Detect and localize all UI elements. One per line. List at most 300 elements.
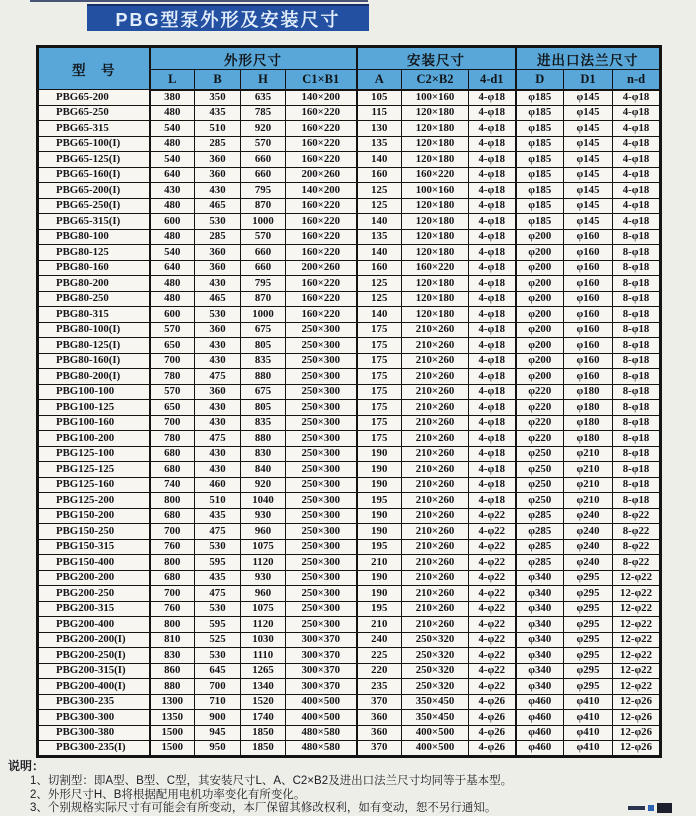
value-cell: 960 xyxy=(241,524,286,540)
value-cell: φ210 xyxy=(564,477,613,493)
value-cell: 460 xyxy=(195,477,241,493)
value-cell: 465 xyxy=(195,291,241,307)
value-cell: 4-φ18 xyxy=(613,167,661,183)
value-cell: 1850 xyxy=(241,725,286,741)
value-cell: 645 xyxy=(195,663,241,679)
value-cell: 480 xyxy=(150,229,195,245)
value-cell: 190 xyxy=(357,586,402,602)
value-cell: φ160 xyxy=(564,322,613,338)
value-cell: 4-φ18 xyxy=(613,105,661,121)
value-cell: 4-φ18 xyxy=(613,121,661,137)
table-row xyxy=(38,524,661,540)
value-cell: 4-φ22 xyxy=(469,648,516,664)
model-cell: PBG80-160 xyxy=(38,260,150,276)
value-cell: 160×220 xyxy=(286,136,357,152)
value-cell: 12-φ22 xyxy=(613,632,661,648)
value-cell: 8-φ18 xyxy=(613,415,661,431)
value-cell: 8-φ18 xyxy=(613,307,661,323)
value-cell: 430 xyxy=(195,446,241,462)
value-cell: 540 xyxy=(150,121,195,137)
value-cell: φ295 xyxy=(564,601,613,617)
value-cell: 105 xyxy=(357,90,402,106)
value-cell: φ200 xyxy=(516,260,564,276)
value-cell: 640 xyxy=(150,167,195,183)
value-cell: 475 xyxy=(195,431,241,447)
value-cell: 435 xyxy=(195,508,241,524)
value-cell: 120×180 xyxy=(402,229,469,245)
value-cell: φ240 xyxy=(564,539,613,555)
value-cell: 4-φ18 xyxy=(469,245,516,261)
value-cell: φ250 xyxy=(516,462,564,478)
value-cell: φ295 xyxy=(564,632,613,648)
value-cell: 250×300 xyxy=(286,400,357,416)
value-cell: 8-φ22 xyxy=(613,508,661,524)
table-row xyxy=(38,384,661,400)
model-cell: PBG100-100 xyxy=(38,384,150,400)
model-cell: PBG80-200(I) xyxy=(38,369,150,385)
value-cell: 250×300 xyxy=(286,353,357,369)
value-cell: 8-φ18 xyxy=(613,245,661,261)
table-row xyxy=(38,307,661,323)
value-cell: 125 xyxy=(357,183,402,199)
column-header-4-d1: 4-d1 xyxy=(469,70,516,90)
value-cell: 120×180 xyxy=(402,291,469,307)
value-cell: 4-φ18 xyxy=(469,431,516,447)
value-cell: 210×260 xyxy=(402,400,469,416)
value-cell: 960 xyxy=(241,586,286,602)
model-cell: PBG65-200 xyxy=(38,90,150,106)
value-cell: 600 xyxy=(150,214,195,230)
value-cell: 880 xyxy=(241,369,286,385)
table-row xyxy=(38,446,661,462)
value-cell: 4-φ22 xyxy=(469,539,516,555)
table-row xyxy=(38,632,661,648)
page-title: PBG型泵外形及安装尺寸 xyxy=(87,4,369,31)
value-cell: 285 xyxy=(195,229,241,245)
value-cell: 1040 xyxy=(241,493,286,509)
value-cell: 1500 xyxy=(150,741,195,757)
value-cell: 795 xyxy=(241,276,286,292)
table-row xyxy=(38,400,661,416)
value-cell: 175 xyxy=(357,400,402,416)
value-cell: φ200 xyxy=(516,291,564,307)
table-row xyxy=(38,679,661,695)
value-cell: 350×450 xyxy=(402,694,469,710)
model-cell: PBG300-235 xyxy=(38,694,150,710)
value-cell: 175 xyxy=(357,353,402,369)
value-cell: 525 xyxy=(195,632,241,648)
value-cell: 8-φ18 xyxy=(613,353,661,369)
value-cell: 780 xyxy=(150,369,195,385)
value-cell: φ295 xyxy=(564,648,613,664)
value-cell: 100×160 xyxy=(402,183,469,199)
value-cell: 8-φ18 xyxy=(613,369,661,385)
value-cell: 235 xyxy=(357,679,402,695)
column-header-n-d: n-d xyxy=(613,70,661,90)
logo-dot-shape xyxy=(648,805,654,811)
value-cell: 4-φ26 xyxy=(469,710,516,726)
value-cell: φ240 xyxy=(564,508,613,524)
value-cell: 12-φ22 xyxy=(613,663,661,679)
value-cell: 465 xyxy=(195,198,241,214)
value-cell: 570 xyxy=(150,384,195,400)
value-cell: 8-φ18 xyxy=(613,260,661,276)
value-cell: φ200 xyxy=(516,245,564,261)
value-cell: 1000 xyxy=(241,307,286,323)
value-cell: φ410 xyxy=(564,694,613,710)
value-cell: 250×300 xyxy=(286,524,357,540)
value-cell: 430 xyxy=(150,183,195,199)
column-header-B: B xyxy=(195,70,241,90)
value-cell: 190 xyxy=(357,570,402,586)
value-cell: 4-φ22 xyxy=(469,601,516,617)
value-cell: φ240 xyxy=(564,524,613,540)
value-cell: 1120 xyxy=(241,617,286,633)
value-cell: 4-φ22 xyxy=(469,570,516,586)
value-cell: 680 xyxy=(150,570,195,586)
model-cell: PBG150-315 xyxy=(38,539,150,555)
value-cell: 8-φ18 xyxy=(613,291,661,307)
value-cell: 210 xyxy=(357,617,402,633)
value-cell: φ460 xyxy=(516,741,564,757)
table-row xyxy=(38,617,661,633)
value-cell: φ295 xyxy=(564,679,613,695)
value-cell: 1300 xyxy=(150,694,195,710)
pump-dimensions-table xyxy=(36,45,662,758)
model-cell: PBG65-200(I) xyxy=(38,183,150,199)
value-cell: φ285 xyxy=(516,524,564,540)
value-cell: 125 xyxy=(357,276,402,292)
notes-section xyxy=(8,757,688,816)
value-cell: 760 xyxy=(150,539,195,555)
value-cell: φ285 xyxy=(516,539,564,555)
table-row xyxy=(38,90,661,106)
value-cell: 250×300 xyxy=(286,384,357,400)
value-cell: 210×260 xyxy=(402,570,469,586)
value-cell: 640 xyxy=(150,260,195,276)
table-row xyxy=(38,121,661,137)
value-cell: 160×220 xyxy=(286,105,357,121)
value-cell: 190 xyxy=(357,508,402,524)
value-cell: 795 xyxy=(241,183,286,199)
value-cell: 120×180 xyxy=(402,105,469,121)
value-cell: 1000 xyxy=(241,214,286,230)
table-row xyxy=(38,741,661,757)
value-cell: 175 xyxy=(357,431,402,447)
value-cell: 4-φ22 xyxy=(469,586,516,602)
value-cell: φ340 xyxy=(516,570,564,586)
value-cell: φ200 xyxy=(516,353,564,369)
value-cell: 360 xyxy=(195,245,241,261)
value-cell: 1340 xyxy=(241,679,286,695)
top-crop-line xyxy=(30,0,368,2)
value-cell: 1075 xyxy=(241,539,286,555)
value-cell: 4-φ26 xyxy=(469,694,516,710)
value-cell: 210×260 xyxy=(402,446,469,462)
value-cell: φ160 xyxy=(564,353,613,369)
notes-label: 说明： xyxy=(8,759,45,773)
value-cell: 370 xyxy=(357,694,402,710)
value-cell: 195 xyxy=(357,493,402,509)
value-cell: 675 xyxy=(241,322,286,338)
value-cell: 4-φ18 xyxy=(469,322,516,338)
value-cell: φ240 xyxy=(564,555,613,571)
value-cell: 4-φ18 xyxy=(613,136,661,152)
value-cell: 400×500 xyxy=(402,741,469,757)
value-cell: 660 xyxy=(241,167,286,183)
value-cell: 400×500 xyxy=(402,725,469,741)
value-cell: 4-φ18 xyxy=(469,229,516,245)
value-cell: 210×260 xyxy=(402,462,469,478)
table-row xyxy=(38,353,661,369)
model-cell: PBG200-315 xyxy=(38,601,150,617)
value-cell: 430 xyxy=(195,415,241,431)
value-cell: 430 xyxy=(195,353,241,369)
value-cell: 210×260 xyxy=(402,369,469,385)
value-cell: 570 xyxy=(150,322,195,338)
value-cell: 1110 xyxy=(241,648,286,664)
value-cell: 120×180 xyxy=(402,276,469,292)
value-cell: 480×580 xyxy=(286,741,357,757)
value-cell: 160×220 xyxy=(286,214,357,230)
value-cell: 4-φ18 xyxy=(469,307,516,323)
value-cell: 400×500 xyxy=(286,694,357,710)
value-cell: φ200 xyxy=(516,322,564,338)
value-cell: 570 xyxy=(241,229,286,245)
value-cell: 4-φ18 xyxy=(469,167,516,183)
value-cell: 870 xyxy=(241,198,286,214)
table-row xyxy=(38,291,661,307)
model-cell: PBG65-250(I) xyxy=(38,198,150,214)
value-cell: 250×300 xyxy=(286,601,357,617)
value-cell: 1265 xyxy=(241,663,286,679)
value-cell: 1520 xyxy=(241,694,286,710)
value-cell: 4-φ22 xyxy=(469,663,516,679)
value-cell: φ220 xyxy=(516,400,564,416)
value-cell: 220 xyxy=(357,663,402,679)
value-cell: 8-φ18 xyxy=(613,431,661,447)
value-cell: 8-φ18 xyxy=(613,462,661,478)
value-cell: 175 xyxy=(357,415,402,431)
value-cell: φ460 xyxy=(516,710,564,726)
value-cell: 190 xyxy=(357,524,402,540)
value-cell: 12-φ22 xyxy=(613,617,661,633)
value-cell: φ160 xyxy=(564,276,613,292)
value-cell: φ185 xyxy=(516,183,564,199)
value-cell: 250×300 xyxy=(286,446,357,462)
value-cell: φ185 xyxy=(516,198,564,214)
value-cell: 210×260 xyxy=(402,353,469,369)
value-cell: 250×320 xyxy=(402,648,469,664)
value-cell: 8-φ18 xyxy=(613,322,661,338)
value-cell: 8-φ18 xyxy=(613,384,661,400)
value-cell: 4-φ18 xyxy=(469,121,516,137)
value-cell: 805 xyxy=(241,338,286,354)
value-cell: 530 xyxy=(195,601,241,617)
value-cell: 190 xyxy=(357,477,402,493)
value-cell: 475 xyxy=(195,369,241,385)
value-cell: 4-φ26 xyxy=(469,725,516,741)
value-cell: 210×260 xyxy=(402,477,469,493)
value-cell: φ250 xyxy=(516,493,564,509)
model-cell: PBG80-125 xyxy=(38,245,150,261)
table-row xyxy=(38,214,661,230)
model-cell: PBG150-400 xyxy=(38,555,150,571)
value-cell: φ410 xyxy=(564,741,613,757)
value-cell: 1740 xyxy=(241,710,286,726)
table-row xyxy=(38,322,661,338)
value-cell: 125 xyxy=(357,291,402,307)
value-cell: φ145 xyxy=(564,152,613,168)
value-cell: 210×260 xyxy=(402,617,469,633)
value-cell: 785 xyxy=(241,105,286,121)
value-cell: 250×300 xyxy=(286,570,357,586)
value-cell: φ145 xyxy=(564,167,613,183)
value-cell: 480×580 xyxy=(286,725,357,741)
value-cell: 120×180 xyxy=(402,198,469,214)
value-cell: 800 xyxy=(150,617,195,633)
model-column-header: 型 号 xyxy=(38,47,150,90)
value-cell: 4-φ18 xyxy=(469,276,516,292)
value-cell: 210×260 xyxy=(402,508,469,524)
value-cell: 175 xyxy=(357,322,402,338)
value-cell: 160×220 xyxy=(286,121,357,137)
value-cell: 4-φ18 xyxy=(469,90,516,106)
value-cell: 12-φ26 xyxy=(613,741,661,757)
table-row xyxy=(38,508,661,524)
value-cell: 805 xyxy=(241,400,286,416)
value-cell: φ160 xyxy=(564,260,613,276)
model-cell: PBG150-250 xyxy=(38,524,150,540)
value-cell: 250×300 xyxy=(286,338,357,354)
value-cell: 250×300 xyxy=(286,617,357,633)
table-header xyxy=(38,47,661,90)
value-cell: 4-φ22 xyxy=(469,555,516,571)
value-cell: 300×370 xyxy=(286,679,357,695)
value-cell: 240 xyxy=(357,632,402,648)
value-cell: 435 xyxy=(195,105,241,121)
value-cell: 480 xyxy=(150,105,195,121)
value-cell: 8-φ18 xyxy=(613,400,661,416)
column-header-C2xB2: C2×B2 xyxy=(402,70,469,90)
value-cell: φ210 xyxy=(564,462,613,478)
model-cell: PBG200-200 xyxy=(38,570,150,586)
value-cell: φ145 xyxy=(564,105,613,121)
value-cell: φ295 xyxy=(564,617,613,633)
table-row xyxy=(38,648,661,664)
value-cell: 700 xyxy=(150,415,195,431)
value-cell: φ145 xyxy=(564,214,613,230)
value-cell: 400×500 xyxy=(286,710,357,726)
value-cell: 4-φ22 xyxy=(469,508,516,524)
value-cell: 380 xyxy=(150,90,195,106)
value-cell: 285 xyxy=(195,136,241,152)
model-cell: PBG80-315 xyxy=(38,307,150,323)
table-row xyxy=(38,431,661,447)
value-cell: 12-φ22 xyxy=(613,679,661,695)
value-cell: 530 xyxy=(195,214,241,230)
value-cell: 250×300 xyxy=(286,555,357,571)
value-cell: 680 xyxy=(150,462,195,478)
value-cell: 475 xyxy=(195,524,241,540)
value-cell: 190 xyxy=(357,446,402,462)
model-cell: PBG100-200 xyxy=(38,431,150,447)
value-cell: 175 xyxy=(357,384,402,400)
value-cell: 680 xyxy=(150,446,195,462)
value-cell: 8-φ18 xyxy=(613,446,661,462)
value-cell: 930 xyxy=(241,570,286,586)
value-cell: 870 xyxy=(241,291,286,307)
value-cell: 1030 xyxy=(241,632,286,648)
value-cell: 950 xyxy=(195,741,241,757)
value-cell: 4-φ18 xyxy=(469,462,516,478)
value-cell: 135 xyxy=(357,136,402,152)
value-cell: 900 xyxy=(195,710,241,726)
value-cell: φ185 xyxy=(516,121,564,137)
value-cell: φ295 xyxy=(564,570,613,586)
value-cell: 140×200 xyxy=(286,183,357,199)
value-cell: 4-φ18 xyxy=(469,183,516,199)
value-cell: 160×220 xyxy=(286,276,357,292)
value-cell: φ160 xyxy=(564,229,613,245)
value-cell: φ340 xyxy=(516,663,564,679)
value-cell: 140 xyxy=(357,152,402,168)
value-cell: 4-φ22 xyxy=(469,617,516,633)
value-cell: 160×220 xyxy=(286,307,357,323)
value-cell: 680 xyxy=(150,508,195,524)
value-cell: φ250 xyxy=(516,446,564,462)
value-cell: 160×220 xyxy=(286,152,357,168)
value-cell: 700 xyxy=(150,353,195,369)
value-cell: 8-φ22 xyxy=(613,539,661,555)
model-cell: PBG200-250(I) xyxy=(38,648,150,664)
value-cell: 1075 xyxy=(241,601,286,617)
value-cell: 710 xyxy=(195,694,241,710)
model-cell: PBG80-100 xyxy=(38,229,150,245)
value-cell: 12-φ26 xyxy=(613,694,661,710)
value-cell: 300×370 xyxy=(286,632,357,648)
value-cell: 830 xyxy=(150,648,195,664)
value-cell: 920 xyxy=(241,477,286,493)
value-cell: 4-φ22 xyxy=(469,632,516,648)
value-cell: 4-φ22 xyxy=(469,524,516,540)
logo-fragment xyxy=(628,803,674,813)
value-cell: 660 xyxy=(241,245,286,261)
value-cell: 360 xyxy=(195,152,241,168)
value-cell: 160×220 xyxy=(286,229,357,245)
table-row xyxy=(38,183,661,199)
logo-block-shape xyxy=(657,803,672,813)
model-cell: PBG300-235(I) xyxy=(38,741,150,757)
model-cell: PBG100-160 xyxy=(38,415,150,431)
value-cell: 120×180 xyxy=(402,307,469,323)
value-cell: 210×260 xyxy=(402,539,469,555)
value-cell: φ340 xyxy=(516,601,564,617)
table-row xyxy=(38,276,661,292)
value-cell: 350 xyxy=(195,90,241,106)
value-cell: 120×180 xyxy=(402,214,469,230)
value-cell: 530 xyxy=(195,307,241,323)
value-cell: 530 xyxy=(195,648,241,664)
value-cell: φ200 xyxy=(516,307,564,323)
value-cell: 360 xyxy=(357,710,402,726)
value-cell: φ185 xyxy=(516,152,564,168)
value-cell: 250×320 xyxy=(402,663,469,679)
value-cell: 210×260 xyxy=(402,322,469,338)
value-cell: 4-φ18 xyxy=(613,90,661,106)
value-cell: 160 xyxy=(357,260,402,276)
model-cell: PBG200-315(I) xyxy=(38,663,150,679)
